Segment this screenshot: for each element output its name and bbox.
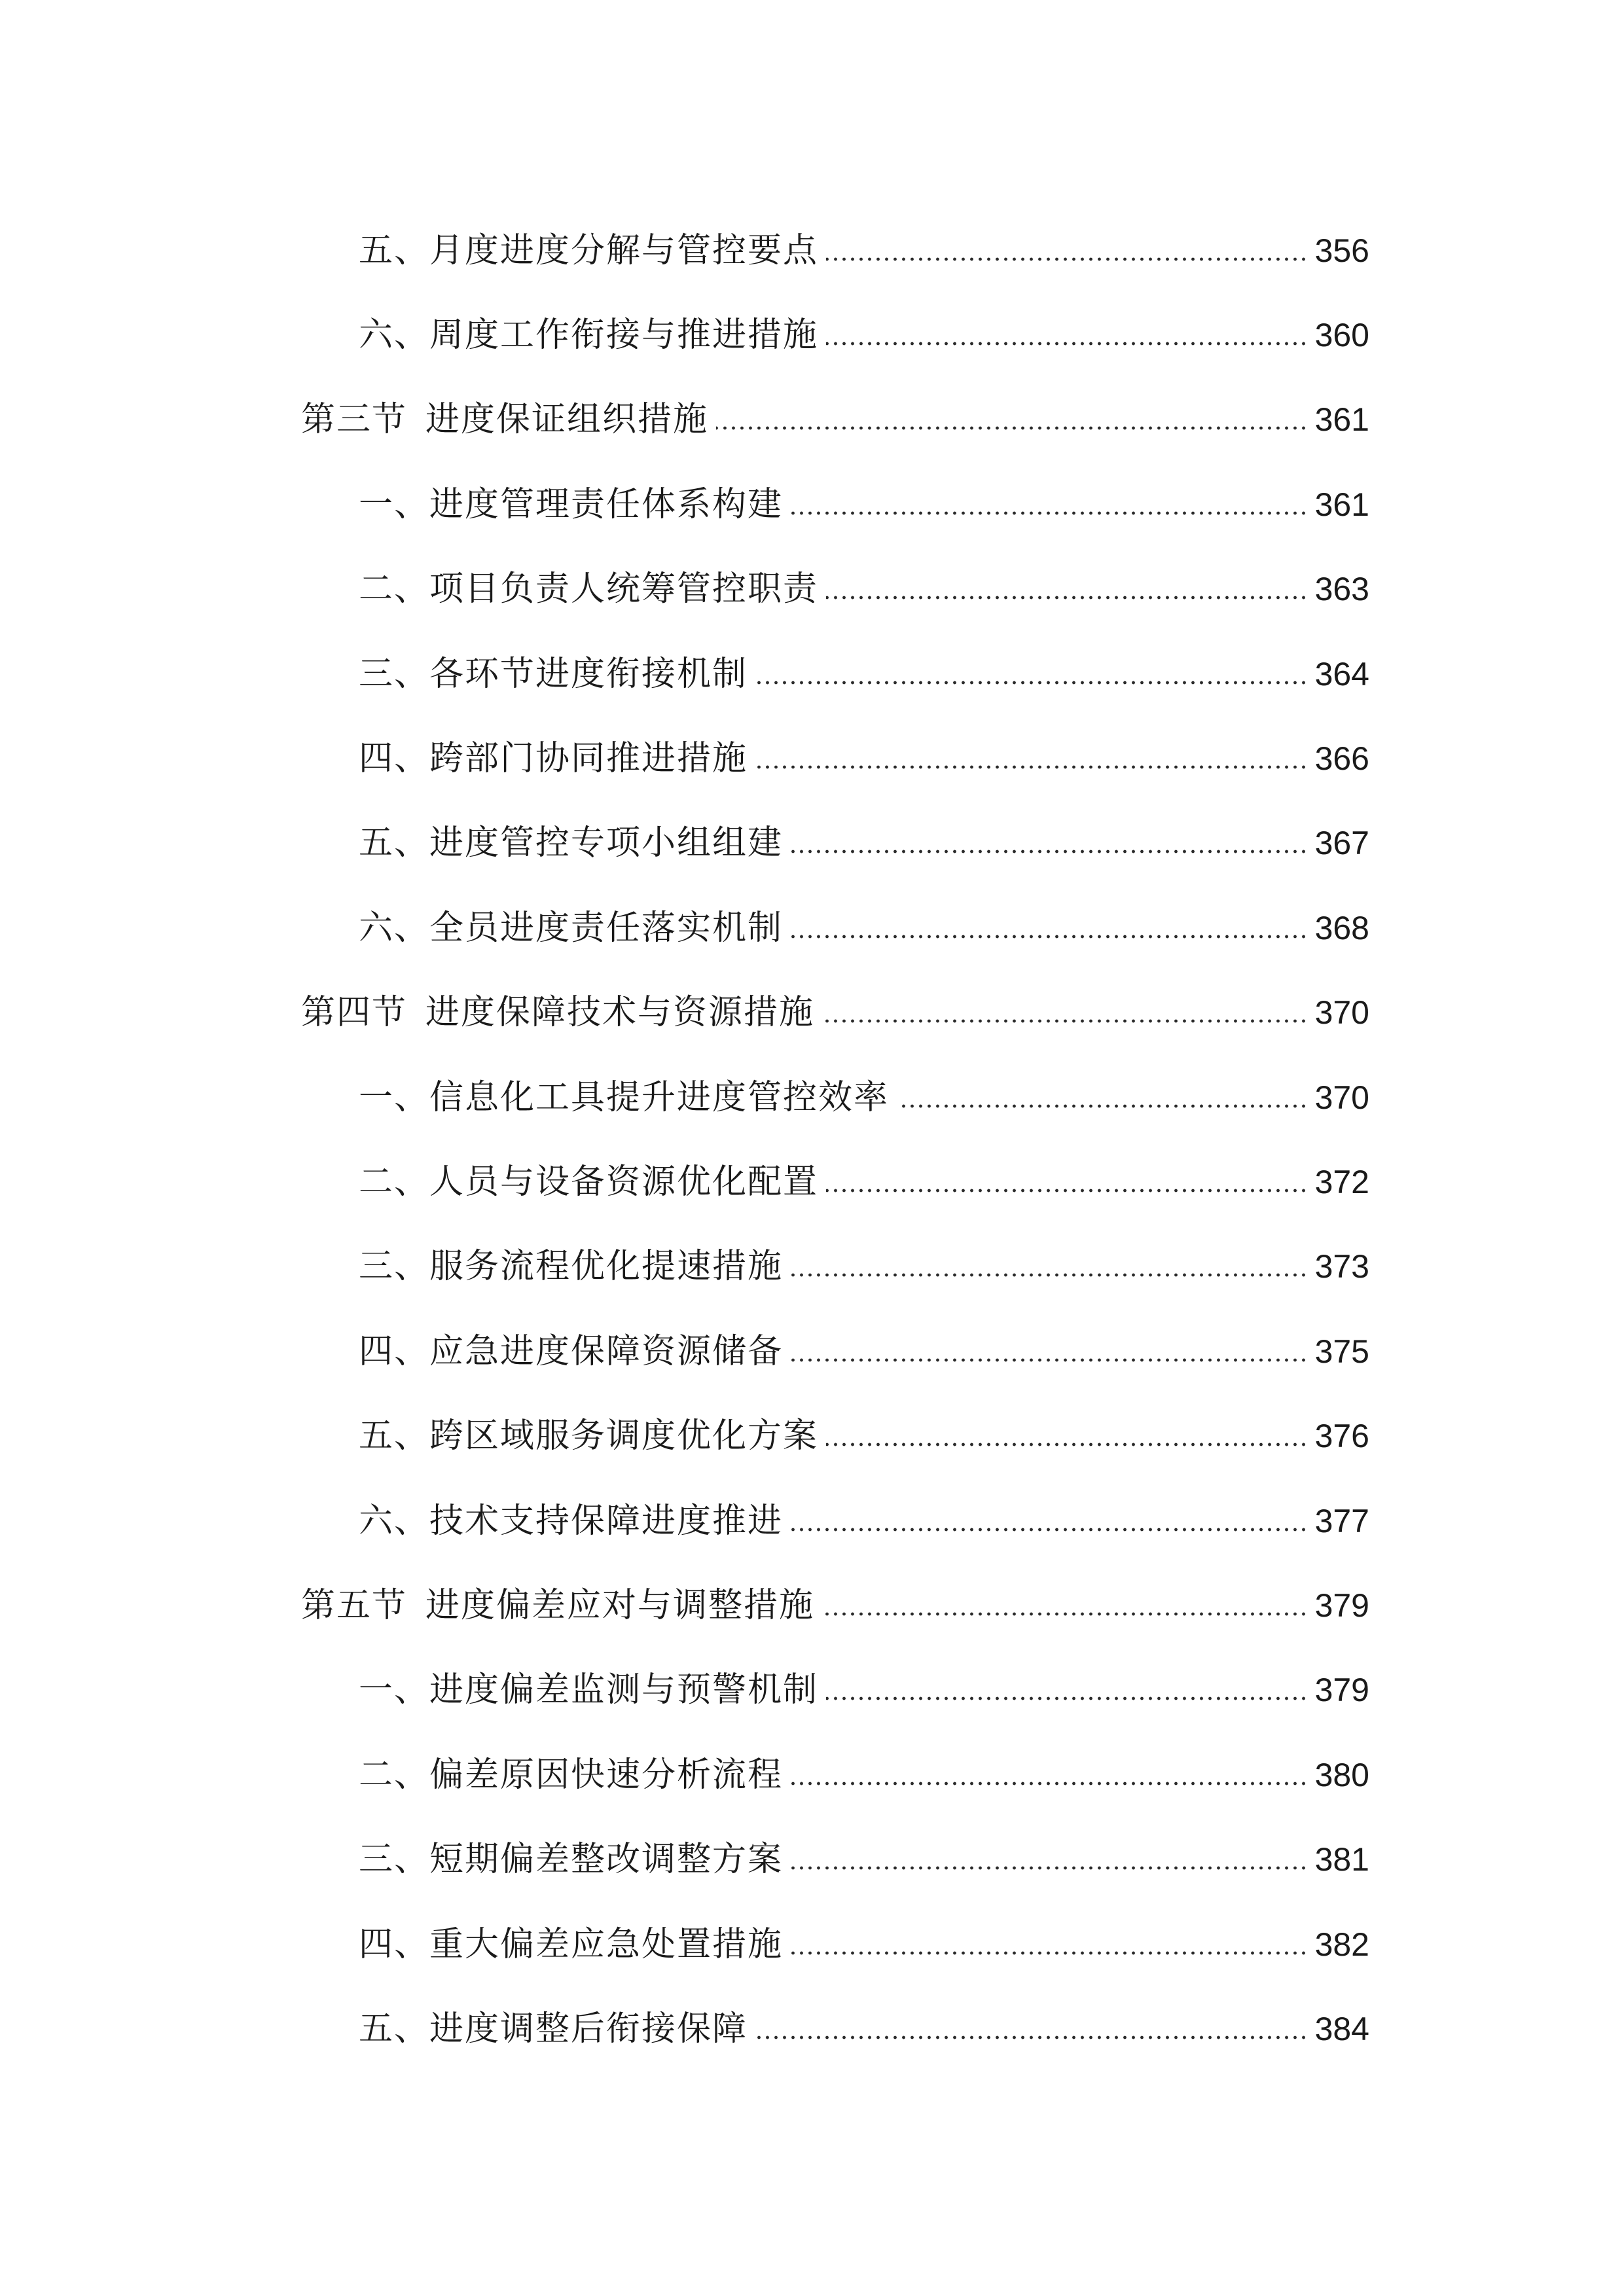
toc-item-entry[interactable] [0, 547, 1624, 632]
toc-page-number: 363 [1314, 571, 1369, 608]
toc-dot-leader [791, 485, 1308, 524]
toc-entry-label: 进度保障技术与资源措施 [425, 993, 815, 1033]
toc-entry-label: 六、周度工作衔接与推进措施 [359, 315, 819, 355]
toc-dot-leader [826, 1416, 1308, 1456]
toc-entry-title [359, 739, 748, 778]
toc-entry-title [359, 485, 783, 524]
toc-dot-leader [791, 908, 1308, 948]
toc-page-number: 379 [1314, 1672, 1369, 1709]
toc-dot-leader [822, 993, 1308, 1032]
toc-section-number: 第五节 [301, 1585, 408, 1625]
toc-section-number: 第四节 [301, 993, 408, 1033]
toc-section-entry[interactable] [0, 378, 1624, 462]
toc-item-entry[interactable] [0, 1479, 1624, 1563]
toc-page-number: 381 [1314, 1841, 1369, 1878]
toc-item-entry[interactable] [0, 716, 1624, 800]
toc-dot-leader [791, 1925, 1308, 1964]
toc-entry-label: 二、偏差原因快速分析流程 [359, 1755, 784, 1795]
toc-dot-leader [826, 569, 1308, 609]
toc-entry-title [301, 1586, 814, 1625]
toc-item-entry[interactable] [0, 1309, 1624, 1393]
toc-page-number: 361 [1314, 401, 1369, 439]
toc-entry-title [359, 1755, 783, 1795]
toc-section-entry[interactable] [0, 971, 1624, 1055]
toc-dot-leader [791, 1247, 1308, 1286]
toc-page-number: 379 [1314, 1587, 1369, 1624]
toc-page-number: 370 [1314, 994, 1369, 1031]
toc-entry-title [359, 823, 783, 863]
toc-entry-title [359, 1078, 889, 1117]
toc-dot-leader [755, 2009, 1308, 2049]
toc-section-number: 第三节 [301, 400, 408, 440]
toc-dot-leader [791, 1755, 1308, 1795]
toc-page-number: 370 [1314, 1079, 1369, 1116]
toc-item-entry[interactable] [0, 632, 1624, 716]
toc-page-number: 356 [1314, 232, 1369, 269]
toc-dot-leader [822, 1586, 1308, 1625]
toc-page-number: 364 [1314, 655, 1369, 692]
toc-dot-leader [716, 400, 1308, 439]
toc-dot-leader [791, 1332, 1308, 1371]
toc-entry-label: 三、服务流程优化提速措施 [359, 1247, 784, 1287]
toc-entry-label: 进度偏差应对与调整措施 [425, 1585, 815, 1625]
table-of-contents [0, 208, 1624, 2072]
toc-item-entry[interactable] [0, 1393, 1624, 1478]
toc-entry-label: 四、应急进度保障资源储备 [359, 1331, 784, 1371]
toc-item-entry[interactable] [0, 462, 1624, 547]
toc-item-entry[interactable] [0, 1139, 1624, 1224]
toc-page-number: 366 [1314, 740, 1369, 778]
toc-entry-label: 五、进度调整后衔接保障 [359, 2009, 748, 2049]
toc-page-number: 361 [1314, 486, 1369, 523]
toc-dot-leader [826, 231, 1308, 270]
toc-item-entry[interactable] [0, 293, 1624, 377]
toc-dot-leader [791, 1840, 1308, 1879]
toc-entry-title [359, 655, 748, 694]
toc-entry-label: 四、跨部门协同推进措施 [359, 739, 748, 779]
toc-entry-title [301, 400, 708, 439]
toc-item-entry[interactable] [0, 1902, 1624, 1986]
toc-item-entry[interactable] [0, 1732, 1624, 1817]
toc-dot-leader [826, 1670, 1308, 1710]
toc-entry-label: 二、项目负责人统筹管控职责 [359, 569, 819, 609]
toc-dot-leader [791, 1501, 1308, 1541]
toc-entry-title [359, 908, 783, 948]
toc-entry-title [359, 1247, 783, 1286]
toc-page-number: 372 [1314, 1163, 1369, 1200]
toc-dot-leader [826, 1162, 1308, 1202]
toc-entry-title [359, 2009, 748, 2049]
toc-page-number: 376 [1314, 1418, 1369, 1455]
toc-entry-label: 六、技术支持保障进度推进 [359, 1501, 784, 1541]
toc-entry-label: 四、重大偏差应急处置措施 [359, 1924, 784, 1964]
toc-item-entry[interactable] [0, 1225, 1624, 1309]
toc-entry-title [359, 1670, 818, 1710]
toc-page-number: 382 [1314, 1926, 1369, 1963]
toc-entry-title [359, 569, 818, 609]
toc-entry-label: 一、进度偏差监测与预警机制 [359, 1670, 819, 1710]
toc-entry-title [359, 1925, 783, 1964]
toc-page-number: 375 [1314, 1333, 1369, 1370]
toc-entry-label: 三、各环节进度衔接机制 [359, 654, 748, 694]
toc-entry-title [359, 315, 818, 355]
toc-item-entry[interactable] [0, 208, 1624, 293]
toc-page-number: 367 [1314, 825, 1369, 862]
toc-item-entry[interactable] [0, 1817, 1624, 1901]
toc-entry-label: 五、进度管控专项小组组建 [359, 823, 784, 863]
toc-dot-leader [826, 315, 1308, 355]
toc-entry-label: 三、短期偏差整改调整方案 [359, 1840, 784, 1880]
toc-page-number: 368 [1314, 909, 1369, 946]
toc-entry-label: 二、人员与设备资源优化配置 [359, 1162, 819, 1202]
toc-page-number: 360 [1314, 317, 1369, 354]
toc-item-entry[interactable] [0, 801, 1624, 886]
toc-page-number: 380 [1314, 1756, 1369, 1793]
toc-entry-label: 一、进度管理责任体系构建 [359, 484, 784, 524]
toc-entry-title [359, 1501, 783, 1541]
toc-item-entry[interactable] [0, 1055, 1624, 1139]
toc-entry-title [359, 1416, 818, 1456]
toc-item-entry[interactable] [0, 886, 1624, 970]
toc-page-number: 373 [1314, 1248, 1369, 1285]
toc-dot-leader [791, 823, 1308, 863]
toc-entry-title [359, 1332, 783, 1371]
toc-item-entry[interactable] [0, 1648, 1624, 1732]
toc-entry-title [301, 993, 814, 1032]
toc-entry-label: 六、全员进度责任落实机制 [359, 908, 784, 948]
toc-entry-label: 进度保证组织措施 [425, 400, 709, 440]
toc-entry-label: 一、信息化工具提升进度管控效率 [359, 1077, 890, 1117]
toc-dot-leader [755, 655, 1308, 694]
toc-item-entry[interactable] [0, 1986, 1624, 2071]
toc-section-entry[interactable] [0, 1563, 1624, 1647]
toc-page-number: 384 [1314, 2010, 1369, 2047]
toc-entry-title [359, 231, 818, 270]
toc-entry-title [359, 1840, 783, 1879]
toc-entry-title [359, 1162, 818, 1202]
toc-page-number: 377 [1314, 1502, 1369, 1539]
toc-entry-label: 五、月度进度分解与管控要点 [359, 230, 819, 270]
toc-entry-label: 五、跨区域服务调度优化方案 [359, 1416, 819, 1456]
toc-dot-leader [755, 739, 1308, 778]
toc-dot-leader [897, 1078, 1308, 1117]
